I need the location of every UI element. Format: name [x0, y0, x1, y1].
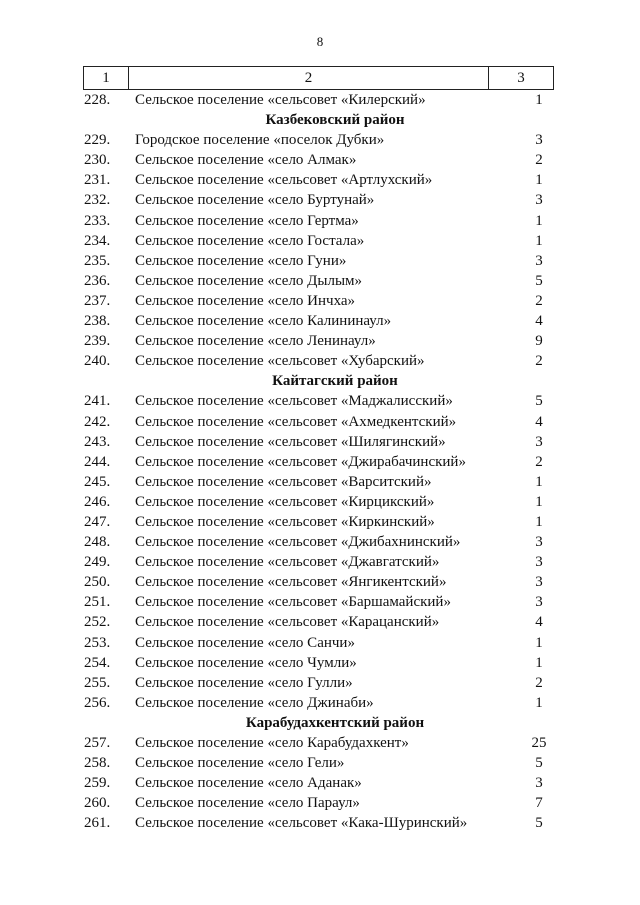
table-row — [0, 351, 640, 371]
row-value: 1 — [535, 212, 543, 229]
row-value: 1 — [535, 493, 543, 510]
row-number: 234. — [84, 232, 111, 249]
row-value: 1 — [535, 473, 543, 490]
table-row — [0, 733, 640, 753]
row-value: 2 — [535, 152, 543, 169]
page-number: 8 — [316, 34, 324, 49]
row-value: 3 — [535, 594, 543, 611]
settlement-name: Сельское поселение «село Инчха» — [135, 292, 356, 309]
settlement-name: Сельское поселение «село Джинаби» — [135, 694, 374, 711]
district-heading-text: Казбековский район — [265, 112, 405, 129]
table-row — [0, 693, 640, 713]
row-number: 237. — [84, 292, 111, 309]
row-value: 3 — [535, 252, 543, 269]
table-row — [0, 231, 640, 251]
settlement-name: Сельское поселение «село Ленинаул» — [135, 333, 376, 350]
row-number: 252. — [84, 614, 111, 631]
row-number: 248. — [84, 534, 111, 551]
row-value: 5 — [535, 815, 543, 832]
row-value: 9 — [535, 333, 543, 350]
row-number: 257. — [84, 735, 111, 751]
settlement-name: Сельское поселение «сельсовет «Кака-Шуринский» — [135, 815, 468, 832]
table-row — [0, 612, 640, 632]
district-heading — [0, 371, 640, 391]
row-number: 256. — [84, 694, 111, 711]
row-number: 229. — [84, 132, 111, 149]
settlement-name: Сельское поселение «село Калининаул» — [135, 313, 392, 330]
table-row — [0, 251, 640, 271]
row-number: 253. — [84, 634, 111, 651]
table-row — [0, 130, 640, 150]
settlement-name: Сельское поселение «сельсовет «Карацанский» — [135, 614, 440, 631]
row-number: 232. — [84, 192, 111, 209]
row-value: 3 — [535, 132, 543, 149]
settlement-name: Сельское поселение «сельсовет «Янгикентский» — [135, 574, 447, 591]
settlement-name: Сельское поселение «сельсовет «Шилягинский» — [135, 433, 446, 450]
district-heading — [0, 713, 640, 733]
table-row — [0, 331, 640, 351]
row-number: 243. — [84, 433, 111, 450]
district-heading-text: Кайтагский район — [272, 373, 398, 390]
row-value: 3 — [535, 192, 543, 209]
table-row — [0, 492, 640, 512]
district-heading-text: Карабудахкентский район — [245, 714, 425, 731]
row-value: 7 — [535, 795, 543, 812]
row-value: 1 — [535, 172, 543, 189]
table-row — [0, 291, 640, 311]
row-number: 231. — [84, 172, 111, 189]
row-value: 3 — [535, 534, 543, 551]
table-row — [0, 311, 640, 331]
row-number: 250. — [84, 574, 111, 591]
table-row — [0, 633, 640, 653]
settlement-name: Сельское поселение «сельсовет «Артлухский» — [135, 172, 433, 189]
table-row — [0, 753, 640, 773]
table-row — [0, 813, 640, 833]
table-row — [0, 170, 640, 190]
row-value: 3 — [535, 775, 543, 792]
header-col-1: 1 — [83, 67, 129, 89]
row-value: 2 — [535, 453, 543, 470]
row-number: 245. — [84, 473, 111, 490]
settlement-name: Сельское поселение «сельсовет «Хубарский» — [135, 353, 425, 370]
table-row — [0, 190, 640, 210]
settlement-name: Сельское поселение «сельсовет «Джирабачинский» — [135, 453, 466, 470]
row-value: 3 — [535, 574, 543, 591]
table-row — [0, 572, 640, 592]
row-value: 25 — [531, 735, 547, 751]
settlement-name: Сельское поселение «село Гулли» — [135, 674, 353, 691]
row-number: 246. — [84, 493, 111, 510]
settlement-name: Сельское поселение «село Гертма» — [135, 212, 359, 229]
table-row — [0, 653, 640, 673]
row-value: 5 — [535, 272, 543, 289]
settlement-name: Сельское поселение «сельсовет «Килерский» — [135, 92, 426, 108]
row-value: 5 — [535, 755, 543, 772]
settlement-name: Городское поселение «поселок Дубки» — [135, 132, 385, 149]
table-row — [0, 211, 640, 231]
row-value: 1 — [535, 232, 543, 249]
table-header-row — [83, 66, 554, 90]
table-row — [0, 773, 640, 793]
row-number: 258. — [84, 755, 111, 772]
row-number: 230. — [84, 152, 111, 169]
settlement-name: Сельское поселение «село Чумли» — [135, 654, 357, 671]
row-number: 251. — [84, 594, 111, 611]
table-body — [0, 90, 640, 833]
table-row — [0, 90, 640, 110]
row-number: 255. — [84, 674, 111, 691]
table-row — [0, 412, 640, 432]
table-row — [0, 452, 640, 472]
table-row — [0, 552, 640, 572]
header-col-3: 3 — [489, 67, 554, 89]
row-value: 1 — [535, 92, 543, 108]
row-value: 2 — [535, 292, 543, 309]
row-value: 1 — [535, 513, 543, 530]
settlement-name: Сельское поселение «село Алмак» — [135, 152, 357, 169]
settlement-name: Сельское поселение «село Аданак» — [135, 775, 362, 792]
row-number: 228. — [84, 92, 111, 108]
row-number: 236. — [84, 272, 111, 289]
table-row — [0, 150, 640, 170]
settlement-name: Сельское поселение «сельсовет «Баршамайский» — [135, 594, 451, 611]
settlement-name: Сельское поселение «село Параул» — [135, 795, 360, 812]
settlement-name: Сельское поселение «село Карабудахкент» — [135, 735, 409, 751]
settlement-name: Сельское поселение «сельсовет «Джибахнинский» — [135, 534, 461, 551]
settlement-name: Сельское поселение «сельсовет «Варситский» — [135, 473, 432, 490]
settlement-name: Сельское поселение «село Дылым» — [135, 272, 363, 289]
table-row — [0, 793, 640, 813]
row-number: 233. — [84, 212, 111, 229]
table-row — [0, 592, 640, 612]
table-row — [0, 432, 640, 452]
settlement-name: Сельское поселение «село Гуни» — [135, 252, 347, 269]
row-value: 2 — [535, 353, 543, 370]
table-row — [0, 532, 640, 552]
row-number: 260. — [84, 795, 111, 812]
row-value: 3 — [535, 554, 543, 571]
row-number: 235. — [84, 252, 111, 269]
settlement-name: Сельское поселение «сельсовет «Ахмедкентский» — [135, 413, 457, 430]
row-number: 239. — [84, 333, 111, 350]
settlement-name: Сельское поселение «село Гостала» — [135, 232, 365, 249]
row-number: 242. — [84, 413, 111, 430]
settlement-name: Сельское поселение «сельсовет «Джавгатский» — [135, 554, 440, 571]
settlement-name: Сельское поселение «сельсовет «Маджалисский» — [135, 393, 453, 410]
settlement-name: Сельское поселение «село Санчи» — [135, 634, 355, 651]
row-number: 238. — [84, 313, 111, 330]
row-value: 4 — [535, 614, 543, 631]
table-row — [0, 271, 640, 291]
row-value: 1 — [535, 694, 543, 711]
settlement-name: Сельское поселение «сельсовет «Кирцикский» — [135, 493, 435, 510]
settlement-name: Сельское поселение «сельсовет «Киркинский» — [135, 513, 435, 530]
row-value: 3 — [535, 433, 543, 450]
table-row — [0, 391, 640, 411]
row-number: 240. — [84, 353, 111, 370]
header-col-2: 2 — [129, 67, 489, 89]
table-row — [0, 673, 640, 693]
row-value: 4 — [535, 313, 543, 330]
row-value: 4 — [535, 413, 543, 430]
row-number: 244. — [84, 453, 111, 470]
row-value: 2 — [535, 674, 543, 691]
row-number: 254. — [84, 654, 111, 671]
row-number: 241. — [84, 393, 111, 410]
row-number: 259. — [84, 775, 111, 792]
row-value: 5 — [535, 393, 543, 410]
district-heading — [0, 110, 640, 130]
row-number: 261. — [84, 815, 111, 832]
row-value: 1 — [535, 654, 543, 671]
row-value: 1 — [535, 634, 543, 651]
settlement-name: Сельское поселение «село Гели» — [135, 755, 345, 772]
table-row — [0, 472, 640, 492]
table-row — [0, 512, 640, 532]
row-number: 249. — [84, 554, 111, 571]
row-number: 247. — [84, 513, 111, 530]
settlement-name: Сельское поселение «село Буртунай» — [135, 192, 375, 209]
